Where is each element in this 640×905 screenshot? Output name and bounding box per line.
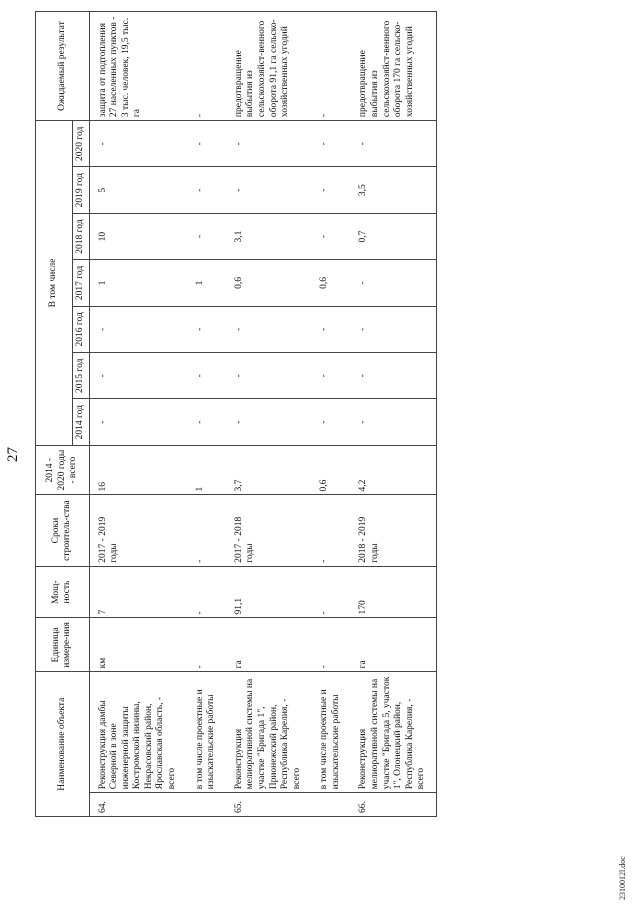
year-cell: 3,1	[226, 213, 311, 259]
table-row	[89, 12, 187, 817]
total-cell: 16	[89, 445, 187, 495]
unit-cell: га	[350, 618, 436, 672]
total-cell: 3,7	[226, 445, 311, 495]
total-cell: 4,2	[350, 445, 436, 495]
row-number	[311, 793, 350, 817]
table-row	[187, 12, 226, 817]
year-cell: -	[350, 353, 436, 399]
total-cell: 0,6	[311, 445, 350, 495]
year-cell: -	[311, 353, 350, 399]
capacity-cell: 7	[89, 566, 187, 618]
header-year: 2014 год	[73, 399, 90, 445]
year-cell: -	[187, 167, 226, 213]
result-cell: защита от подтопления 27 населенных пунктов - 3 тыс. человек, 19,5 тыс. га	[89, 12, 187, 121]
capacity-cell: 170	[350, 566, 436, 618]
year-cell: 0,6	[226, 260, 311, 306]
year-cell: -	[187, 213, 226, 259]
unit-cell: -	[187, 618, 226, 672]
row-number: 64.	[89, 793, 187, 817]
year-cell: 1	[89, 260, 187, 306]
year-cell: -	[350, 260, 436, 306]
header-result: Ожидаемый результат	[36, 12, 90, 121]
year-cell: -	[350, 306, 436, 352]
row-number: 65.	[226, 793, 311, 817]
result-cell: -	[187, 12, 226, 121]
year-cell: 5	[89, 167, 187, 213]
unit-cell: -	[311, 618, 350, 672]
year-cell: -	[226, 306, 311, 352]
year-cell: -	[226, 121, 311, 167]
year-cell: -	[226, 167, 311, 213]
year-cell: -	[311, 167, 350, 213]
year-cell: -	[187, 399, 226, 445]
header-total: 2014 - 2020 годы - всего	[36, 445, 90, 495]
capacity-cell: -	[187, 566, 226, 618]
terms-cell: 2018 - 2019 годы	[350, 495, 436, 566]
result-cell: -	[311, 12, 350, 121]
year-cell: -	[311, 213, 350, 259]
header-year: 2019 год	[73, 167, 90, 213]
year-cell: -	[311, 121, 350, 167]
year-cell: -	[187, 353, 226, 399]
terms-cell: -	[187, 495, 226, 566]
object-name: Реконструкция мелиоративной системы на участке "Бригада 1", Прионежский район, Республика Карелия, - всего	[226, 672, 311, 793]
result-cell: предотвращение выбытия из сельскохозяйст-венного оборота 170 га сельско-хозяйственных угодий	[350, 12, 436, 121]
table-row	[226, 12, 311, 817]
total-cell: 1	[187, 445, 226, 495]
object-name: Реконструкция мелиоративной системы на участке "Бригада 5, участок 1", Олонецкий район, Республика Карелия, - всего	[350, 672, 436, 793]
header-capacity: Мощ-ность	[36, 566, 90, 618]
year-cell: -	[350, 399, 436, 445]
header-unit: Единица измере-ния	[36, 618, 90, 672]
row-number	[187, 793, 226, 817]
year-cell: 0,6	[311, 260, 350, 306]
year-cell: -	[89, 399, 187, 445]
unit-cell: га	[226, 618, 311, 672]
object-name: Реконструкция дамбы Северной в зоне инженерной защиты Костромской низины, Некрасовский район, Ярославская область, - всего	[89, 672, 187, 793]
year-cell: 1	[187, 260, 226, 306]
object-name: в том числе проектные и изыскательские работы	[187, 672, 226, 793]
year-cell: 3,5	[350, 167, 436, 213]
header-year: 2015 год	[73, 353, 90, 399]
year-cell: -	[187, 121, 226, 167]
row-number: 66.	[350, 793, 436, 817]
header-year: 2020 год	[73, 121, 90, 167]
year-cell: -	[226, 399, 311, 445]
document-filename: 2310012l.doc	[618, 856, 627, 900]
object-name: в том числе проектные и изыскательские работы	[311, 672, 350, 793]
year-cell: -	[350, 121, 436, 167]
header-terms: Сроки строитель-ства	[36, 495, 90, 566]
terms-cell: -	[311, 495, 350, 566]
year-cell: -	[187, 306, 226, 352]
capacity-cell: -	[311, 566, 350, 618]
header-year: 2016 год	[73, 306, 90, 352]
year-cell: -	[311, 306, 350, 352]
year-cell: 0,7	[350, 213, 436, 259]
capacity-cell: 91,1	[226, 566, 311, 618]
unit-cell: км	[89, 618, 187, 672]
header-year: 2017 год	[73, 260, 90, 306]
table-row	[311, 12, 350, 817]
year-cell: -	[89, 121, 187, 167]
header-incl: В том числе	[36, 121, 73, 446]
header-name: Наименование объекта	[36, 672, 90, 817]
page-number: 27	[5, 447, 21, 462]
year-cell: -	[89, 306, 187, 352]
year-cell: 10	[89, 213, 187, 259]
terms-cell: 2017 - 2018 годы	[226, 495, 311, 566]
year-cell: -	[311, 399, 350, 445]
terms-cell: 2017 - 2019 годы	[89, 495, 187, 566]
year-cell: -	[226, 353, 311, 399]
construction-table	[35, 11, 437, 817]
result-cell: предотвращение выбытия из сельскохозяйст-венного оборота 91,1 га сельско-хозяйственных угодий	[226, 12, 311, 121]
year-cell: -	[89, 353, 187, 399]
header-year: 2018 год	[73, 213, 90, 259]
table-row	[350, 12, 436, 817]
